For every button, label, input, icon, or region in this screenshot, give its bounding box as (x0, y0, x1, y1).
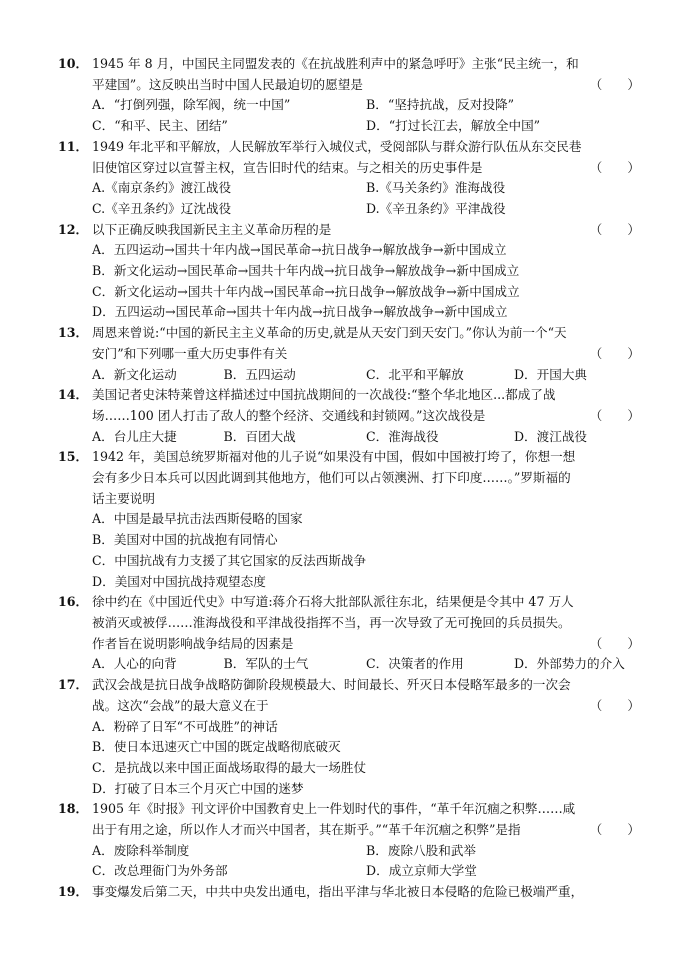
stem-text: 会有多少日本兵可以因此调到其他地方，他们可以占领澳洲、打下印度……。”罗斯福的 (92, 470, 571, 486)
options-row (92, 116, 640, 137)
option-a: A．废除科举制度 (92, 842, 190, 858)
question-stem (58, 220, 640, 241)
question-stem (58, 799, 640, 820)
answer-parenthesis: （ ） (589, 76, 640, 92)
option-d: D．开国大典 (513, 366, 588, 382)
option-d: D．五四运动→国民革命→国共十年内战→抗日战争→解放战争→新中国成立 (92, 304, 508, 320)
stem-text: 以下正确反映我国新民主主义革命历程的是 (92, 221, 332, 237)
option-c: C．淮海战役 (365, 428, 439, 444)
question-11 (58, 137, 640, 220)
stem-text: 旧使馆区穿过以宣誓主权，宣告旧时代的结束。与之相关的历史事件是 (92, 159, 483, 175)
question-stem (58, 447, 640, 468)
question-stem (58, 592, 640, 613)
question-number: 14． (58, 387, 89, 403)
question-18 (58, 799, 640, 882)
stem-text: 出于有用之途，所以作人才而兴中国者，其在斯乎。”“革千年沉痼之积弊”是指 (92, 822, 521, 838)
stem-text: 话主要说明 (92, 490, 155, 506)
question-stem (58, 882, 640, 903)
option-d: D．成立京师大学堂 (366, 863, 477, 879)
question-stem (58, 323, 640, 344)
question-stem (92, 820, 640, 841)
answer-parenthesis: （ ） (589, 221, 640, 237)
option-c: C．新文化运动→国共十年内战→国民革命→抗日战争→解放战争→新中国成立 (92, 283, 520, 299)
stem-text: 战。这次“会战”的最大意义在于 (92, 697, 269, 713)
question-number: 18． (58, 801, 89, 817)
options-row (92, 178, 640, 199)
question-10 (58, 54, 640, 137)
stem-text: 武汉会战是抗日战争战略防御阶段规模最大、时间最长、歼灭日本侵略军最多的一次会 (92, 677, 571, 693)
options-row (92, 861, 640, 882)
stem-text: 1945 年 8 月，中国民主同盟发表的《在抗战胜利声中的紧急呼吁》主张“民主统一，和 (92, 56, 579, 71)
stem-text: 事变爆发后第二天，中共中央发出通电，指出平津与华北被日本侵略的危险已极端严重， (92, 884, 584, 900)
question-16 (58, 592, 640, 675)
option-c: C．“和平、民主、团结” (92, 118, 228, 134)
option-a: A．人心的向背 (92, 656, 177, 672)
option-a: A．台儿庄大捷 (92, 428, 177, 444)
stem-text: 周恩来曾说:“中国的新民主主义革命的历史,就是从天安门到天安门。”你认为前一个“天 (92, 325, 567, 341)
question-stem (92, 344, 640, 365)
option-b: B．新文化运动→国民革命→国共十年内战→抗日战争→解放战争→新中国成立 (92, 263, 520, 279)
options-row (92, 841, 640, 862)
option-a: A．粉碎了日军“不可战胜”的神话 (92, 718, 278, 734)
option-d: D．外部势力的介入 (513, 656, 625, 672)
option-b: B．美国对中国的抗战抱有同情心 (92, 532, 278, 548)
question-number: 12． (58, 221, 89, 237)
question-stem (58, 675, 640, 696)
option-a: A．中国是最早抗击法西斯侵略的国家 (92, 511, 303, 527)
question-stem (58, 385, 640, 406)
option-c: C．北平和平解放 (365, 366, 464, 382)
question-stem (92, 468, 640, 489)
option-d: D．打破了日本三个月灭亡中国的迷梦 (92, 780, 304, 796)
options-row (92, 654, 640, 675)
question-stem (92, 75, 640, 96)
question-12 (58, 220, 640, 324)
answer-parenthesis: （ ） (589, 697, 640, 713)
question-number: 19． (58, 884, 89, 900)
option-b: B．军队的士气 (223, 656, 309, 672)
question-number: 10． (58, 56, 89, 71)
stem-text: 1905 年《时报》刊文评价中国教育史上一件划时代的事件，“革千年沉痼之积弊……咸 (92, 801, 576, 817)
option-c: C．改总理衙门为外务部 (92, 863, 228, 879)
question-15 (58, 447, 640, 592)
option-a: A．“打倒列强，除军阀，统一中国” (92, 97, 291, 113)
answer-parenthesis: （ ） (589, 159, 640, 175)
option-c: C．决策者的作用 (365, 656, 464, 672)
question-number: 15． (58, 449, 89, 465)
question-stem (92, 696, 640, 717)
question-stem (92, 634, 640, 655)
option-a: A．新文化运动 (92, 366, 177, 382)
question-number: 13． (58, 325, 89, 341)
stem-text: 场……100 团人打击了敌人的整个经济、交通线和封锁网。”这次战役是 (92, 407, 486, 423)
option-b: B．废除八股和武举 (366, 842, 477, 858)
stem-text: 美国记者史沫特莱曾这样描述过中国抗战期间的一次战役:“整个华北地区...都成了战 (92, 387, 556, 403)
stem-text: 平建国”。这反映出当时中国人民最迫切的愿望是 (92, 76, 363, 92)
option-b: B.《马关条约》淮海战役 (366, 180, 506, 196)
stem-text: 安门”和下列哪一重大历史事件有关 (92, 345, 288, 361)
option-c: C．是抗战以来中国正面战场取得的最大一场胜仗 (92, 759, 367, 775)
question-number: 16． (58, 594, 89, 610)
options-row (92, 365, 640, 386)
question-13 (58, 323, 640, 385)
question-stem (92, 406, 640, 427)
option-d: D．渡江战役 (513, 428, 588, 444)
options-row (92, 95, 640, 116)
stem-text: 1942 年，美国总统罗斯福对他的儿子说“如果没有中国，假如中国被打垮了，你想一想 (92, 449, 576, 465)
options-row (92, 199, 640, 220)
option-b: B．百团大战 (223, 428, 296, 444)
option-a: A．五四运动→国共十年内战→国民革命→抗日战争→解放战争→新中国成立 (92, 242, 507, 258)
stem-text: 被消灭或被俘……淮海战役和平津战役指挥不当，再一次导致了无可挽回的兵员损失。 (92, 614, 571, 630)
option-d: D．“打过长江去，解放全中国” (366, 118, 541, 134)
answer-parenthesis: （ ） (589, 407, 640, 423)
answer-parenthesis: （ ） (589, 635, 640, 651)
option-b: B．五四运动 (223, 366, 296, 382)
question-stem (58, 137, 640, 158)
stem-text: 1949 年北平和平解放，人民解放军举行入城仪式，受阅部队与群众游行队伍从东交民巷 (92, 138, 582, 154)
answer-parenthesis: （ ） (589, 822, 640, 838)
option-d: D．美国对中国抗战持观望态度 (92, 573, 266, 589)
question-number: 11． (58, 138, 89, 154)
answer-parenthesis: （ ） (589, 345, 640, 361)
question-stem (92, 158, 640, 179)
option-b: B．“坚持抗战，反对投降” (366, 97, 515, 113)
option-d: D.《辛丑条约》平津战役 (366, 200, 506, 216)
question-number: 17． (58, 677, 89, 693)
option-a: A.《南京条约》渡江战役 (92, 180, 232, 196)
stem-text: 徐中约在《中国近代史》中写道:蒋介石将大批部队派往东北，结果便是令其中 47 万人 (92, 594, 574, 610)
options-row (92, 427, 640, 448)
option-b: B．使日本迅速灭亡中国的既定战略彻底破灭 (92, 739, 341, 755)
stem-text: 作者旨在说明影响战争结局的因素是 (92, 635, 294, 651)
question-stem (92, 489, 640, 510)
question-19 (58, 882, 640, 903)
question-stem (92, 613, 640, 634)
option-c: C.《辛丑条约》辽沈战役 (92, 200, 232, 216)
question-14 (58, 385, 640, 447)
option-c: C．中国抗战有力支援了其它国家的反法西斯战争 (92, 552, 367, 568)
question-17 (58, 675, 640, 799)
question-stem (58, 54, 640, 75)
